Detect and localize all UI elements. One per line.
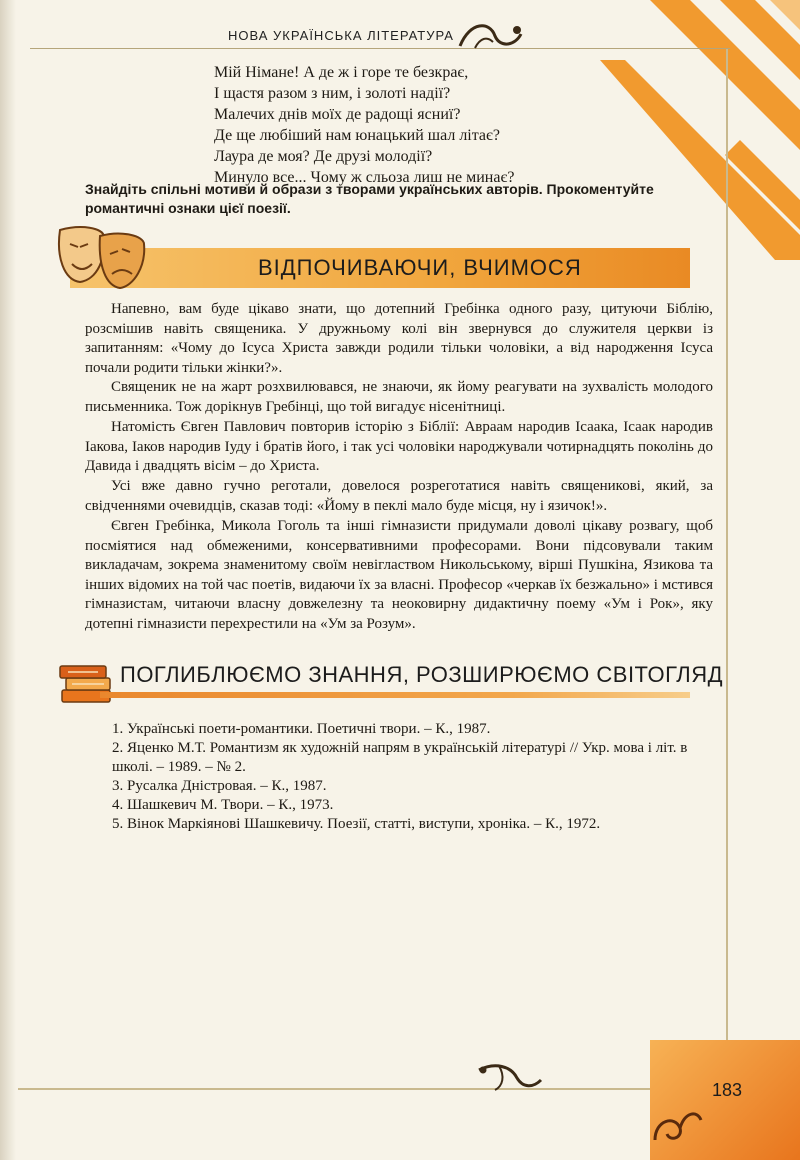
list-item: 1. Українські поети-романтики. Поетичні твори. – К., 1987. — [112, 721, 491, 737]
ornament-flourish-icon — [455, 16, 525, 61]
poem-line: Малечих днів моїх де радощі ясниї? — [214, 106, 461, 123]
books-icon — [58, 660, 118, 715]
list-item: 3. Русалка Дністровая. – К., 1987. — [112, 778, 327, 794]
page-number: 183 — [712, 1080, 743, 1100]
poem-line: Де ще любіший нам юнацький шал літає? — [214, 127, 500, 144]
poem-fragment — [214, 62, 514, 188]
reference-list — [112, 720, 702, 834]
assignment-task: Знайдіть спільні мотиви й образи з творами українських авторів. Прокоментуйте романтичні ознаки цієї поезії. — [85, 181, 654, 216]
poem-line: Лаура де моя? Де друзі молодії? — [214, 148, 433, 165]
ornament-flourish-icon — [475, 1060, 545, 1101]
running-header: НОВА УКРАЇНСЬКА ЛІТЕРАТУРА — [228, 28, 454, 43]
page-binding-shadow — [0, 0, 16, 1160]
list-item: 2. Яценко М.Т. Романтизм як художній напрям в українській літературі // Укр. мова і літ. в школі. – 1989. – № 2. — [112, 740, 688, 775]
paragraph: Напевно, вам буде цікаво знати, що дотепний Гребінка одного разу, цитуючи Біблію, розсмішив навіть священика. У дружньому колі він звернувся до служителя церкви із запитанням: «Чому до Ісуса Христа завжди родили тільки чоловіки, а від народження Ісуса почали родити тільки жінки?». — [85, 301, 713, 376]
section-title: ПОГЛИБЛЮЄМО ЗНАННЯ, РОЗШИРЮЄМО СВІТОГЛЯД — [120, 662, 724, 687]
paragraph: Євген Гребінка, Микола Гоголь та інші гімназисти придумали доволі цікаву розвагу, щоб посміятися над обмеженими, консервативними професорами. Вони підсовували таким викладачам, зокрема знаменитому своїм невіглаством Никольському, вірші Пушкіна, Язикова та інших відомих на той час поетів, видаючи їх за власні. Професор «черкав їх безжально» і мстився гімназистам, читаючи власну довжелезну та неоковирну дидактичну поему «Ум і Рок», яку дотепні гімназисти перехрестили на «Ум за Розум». — [85, 518, 713, 632]
section-rule — [100, 692, 690, 698]
list-item: 5. Вінок Маркіянові Шашкевичу. Поезії, статті, виступи, хроніка. – К., 1972. — [112, 816, 601, 832]
theatre-masks-icon — [52, 222, 152, 297]
ornament-flourish-icon — [645, 1100, 705, 1155]
paragraph: Священик не на жарт розхвилювався, не знаючи, як йому реагувати на зухвалість молодого письменника. Тож дорікнув Гребінці, що той вигадує нісенітниці. — [85, 379, 713, 415]
header-rule — [30, 48, 730, 49]
paragraph: Натомість Євген Павлович повторив історію з Біблії: Авраам народив Ісаака, Ісаак народив Іакова, Іаков народив Іуду і братів його, і так усі чоловіки народжували чотирнадцять поколінь до Давида і двадцять вісім – до Христа. — [85, 419, 713, 474]
poem-line: Минуло все... Чому ж сльоза лиш не минає? — [214, 169, 515, 186]
poem-line: Мій Німане! А де ж і горе те безкрає, — [214, 64, 469, 81]
paragraph: Усі вже давно гучно реготали, довелося розреготатися навіть священикові, який, за свідченнями очевидців, сказав тоді: «Йому в пеклі мало буде місця, ну і язичок!». — [85, 478, 713, 514]
poem-line: І щастя разом з ним, і золоті надії? — [214, 85, 451, 102]
list-item: 4. Шашкевич М. Твори. – К., 1973. — [112, 797, 334, 813]
section-title: ВІДПОЧИВАЮЧИ, ВЧИМОСЯ — [258, 255, 582, 280]
